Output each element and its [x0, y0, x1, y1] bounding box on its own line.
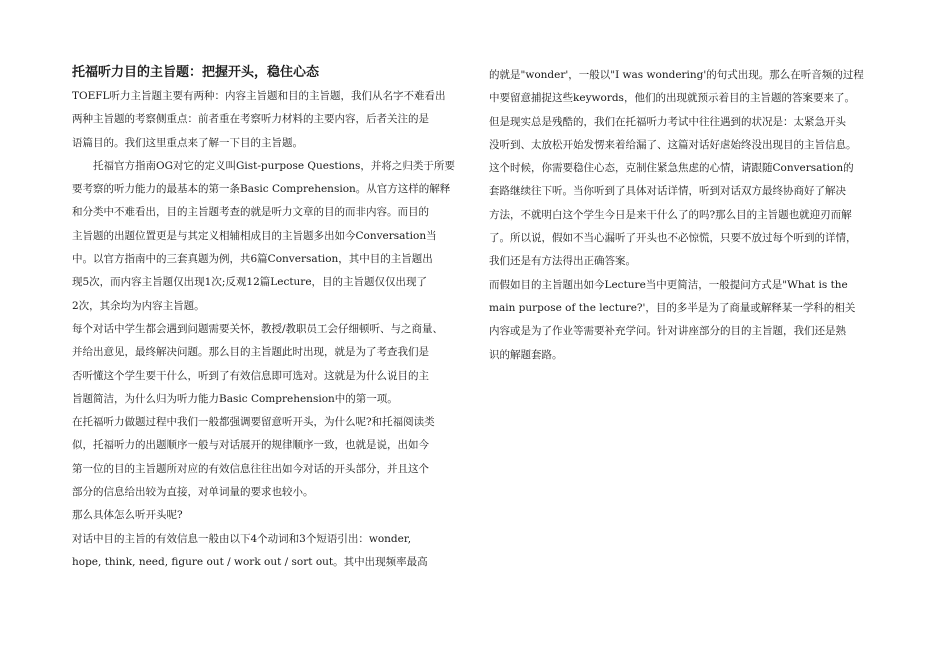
left-column-text-line: 在托福听力做题过程中我们一般都强调要留意听开头，为什么呢?和托福阅读类 — [72, 416, 435, 429]
right-column-text-line: 这个时候，你需要稳住心态，克制住紧急焦虑的心情，请跟随Conversation的 — [489, 162, 854, 175]
left-column-text-line: 旨题简洁，为什么归为听力能力Basic Comprehension中的第一项。 — [72, 392, 398, 405]
left-column — [72, 62, 467, 574]
left-column-text-line: 要考察的听力能力的最基本的第一条Basic Comprehension。从官方这样的解释 — [72, 183, 451, 196]
right-column-text-line: 了。所以说，假如不当心漏听了开头也不必惊慌，只要不放过每个听到的详情， — [489, 232, 857, 245]
right-column-text-line: 的就是"wonder'，一般以"I was wondering'的句式出现。那么在听音频的过程 — [489, 69, 864, 81]
right-column-text-line: 方法，不就明白这个学生今日是来干什么了的吗?那么目的主旨题也就迎刃而解 — [489, 208, 852, 221]
left-column-text-line: 托福官方指南OG对它的定义叫Gist-purpose Questions，并将之归类于所要 — [93, 159, 455, 172]
right-column-text-line: 识的解题套路。 — [489, 348, 563, 361]
right-column-body — [489, 64, 884, 367]
left-column-text-line: 第一位的目的主旨题所对应的有效信息往往出如今对话的开头部分，并且这个 — [72, 462, 429, 475]
right-column-text-line: 但是现实总是残酷的，我们在托福听力考试中往往遇到的状况是：太紧急开头 — [489, 115, 846, 128]
left-column-text-line: hope, think, need, figure out / work out / sort out。其中出现频率最高 — [72, 555, 428, 568]
left-column-text-line: 和分类中不难看出，目的主旨题考查的就是听力文章的目的而非内容。而目的 — [72, 206, 429, 219]
left-column-text-line: 主旨题的出题位置更是与其定义相辅相成目的主旨题多出如今Conversation当 — [72, 229, 437, 242]
right-column — [489, 64, 884, 367]
left-column-text-line: 那么具体怎么听开头呢? — [72, 509, 183, 522]
left-column-text-line: 每个对话中学生都会遇到问题需要关怀，教授/教职员工会仔细顿听、与之商量、 — [72, 322, 444, 335]
left-column-text-line: 现5次，而内容主旨题仅出现1次;反观12篇Lecture，目的主旨题仅仅出现了 — [72, 276, 428, 289]
right-column-text-line: 我们还是有方法得出正确答案。 — [489, 255, 636, 268]
left-column-text-line: 两种主旨题的考察侧重点：前者重在考察听力材料的主要内容，后者关注的是 — [72, 113, 429, 126]
left-column-text-line: 语篇目的。我们这里重点来了解一下目的主旨题。 — [72, 136, 303, 149]
left-column-text-line: 并给出意见，最终解决问题。那么目的主旨题此时出现，就是为了考查我们是 — [72, 346, 429, 359]
left-column-text-line: TOEFL听力主旨题主要有两种：内容主旨题和目的主旨题，我们从名字不难看出 — [72, 90, 446, 102]
left-column-text-line: 对话中目的主旨的有效信息一般由以下4个动词和3个短语引出：wonder, — [72, 532, 412, 545]
right-column-text-line: 而假如目的主旨题出如今Lecture当中更简洁，一般提问方式是"What is the — [489, 278, 848, 291]
left-column-text-line: 部分的信息给出较为直接，对单词量的要求也较小。 — [72, 486, 314, 499]
right-column-text-line: 套路继续往下听。当你听到了具体对话详情，听到对话双方最终协商好了解决 — [489, 185, 846, 198]
left-column-body — [72, 85, 467, 574]
right-column-text-line: 中要留意捕捉这些keywords，他们的出现就预示着目的主旨题的答案要来了。 — [489, 92, 855, 105]
right-column-text-line: main purpose of the lecture?'，目的多半是为了商量或解释某一学科的相关 — [489, 301, 856, 314]
left-column-text-line: 似，托福听力的出题顺序一般与对话展开的规律顺序一致，也就是说，出如今 — [72, 439, 429, 452]
right-column-text-line: 没听到、太放松开始发愣来着给漏了、这篇对话好虐始终没出现目的主旨信息。 — [489, 138, 857, 151]
document-title: 托福听力目的主旨题：把握开头，稳住心态 — [72, 65, 320, 80]
left-column-text-line: 2次，其余均为内容主旨题。 — [72, 299, 205, 312]
right-column-text-line: 内容或是为了作业等需要补充学问。针对讲座部分的目的主旨题，我们还是熟 — [489, 325, 846, 338]
left-column-text-line: 否听懂这个学生要干什么，听到了有效信息即可选对。这就是为什么说目的主 — [72, 369, 429, 382]
left-column-text-line: 中。以官方指南中的三套真题为例，共6篇Conversation，其中目的主旨题出 — [72, 253, 433, 266]
